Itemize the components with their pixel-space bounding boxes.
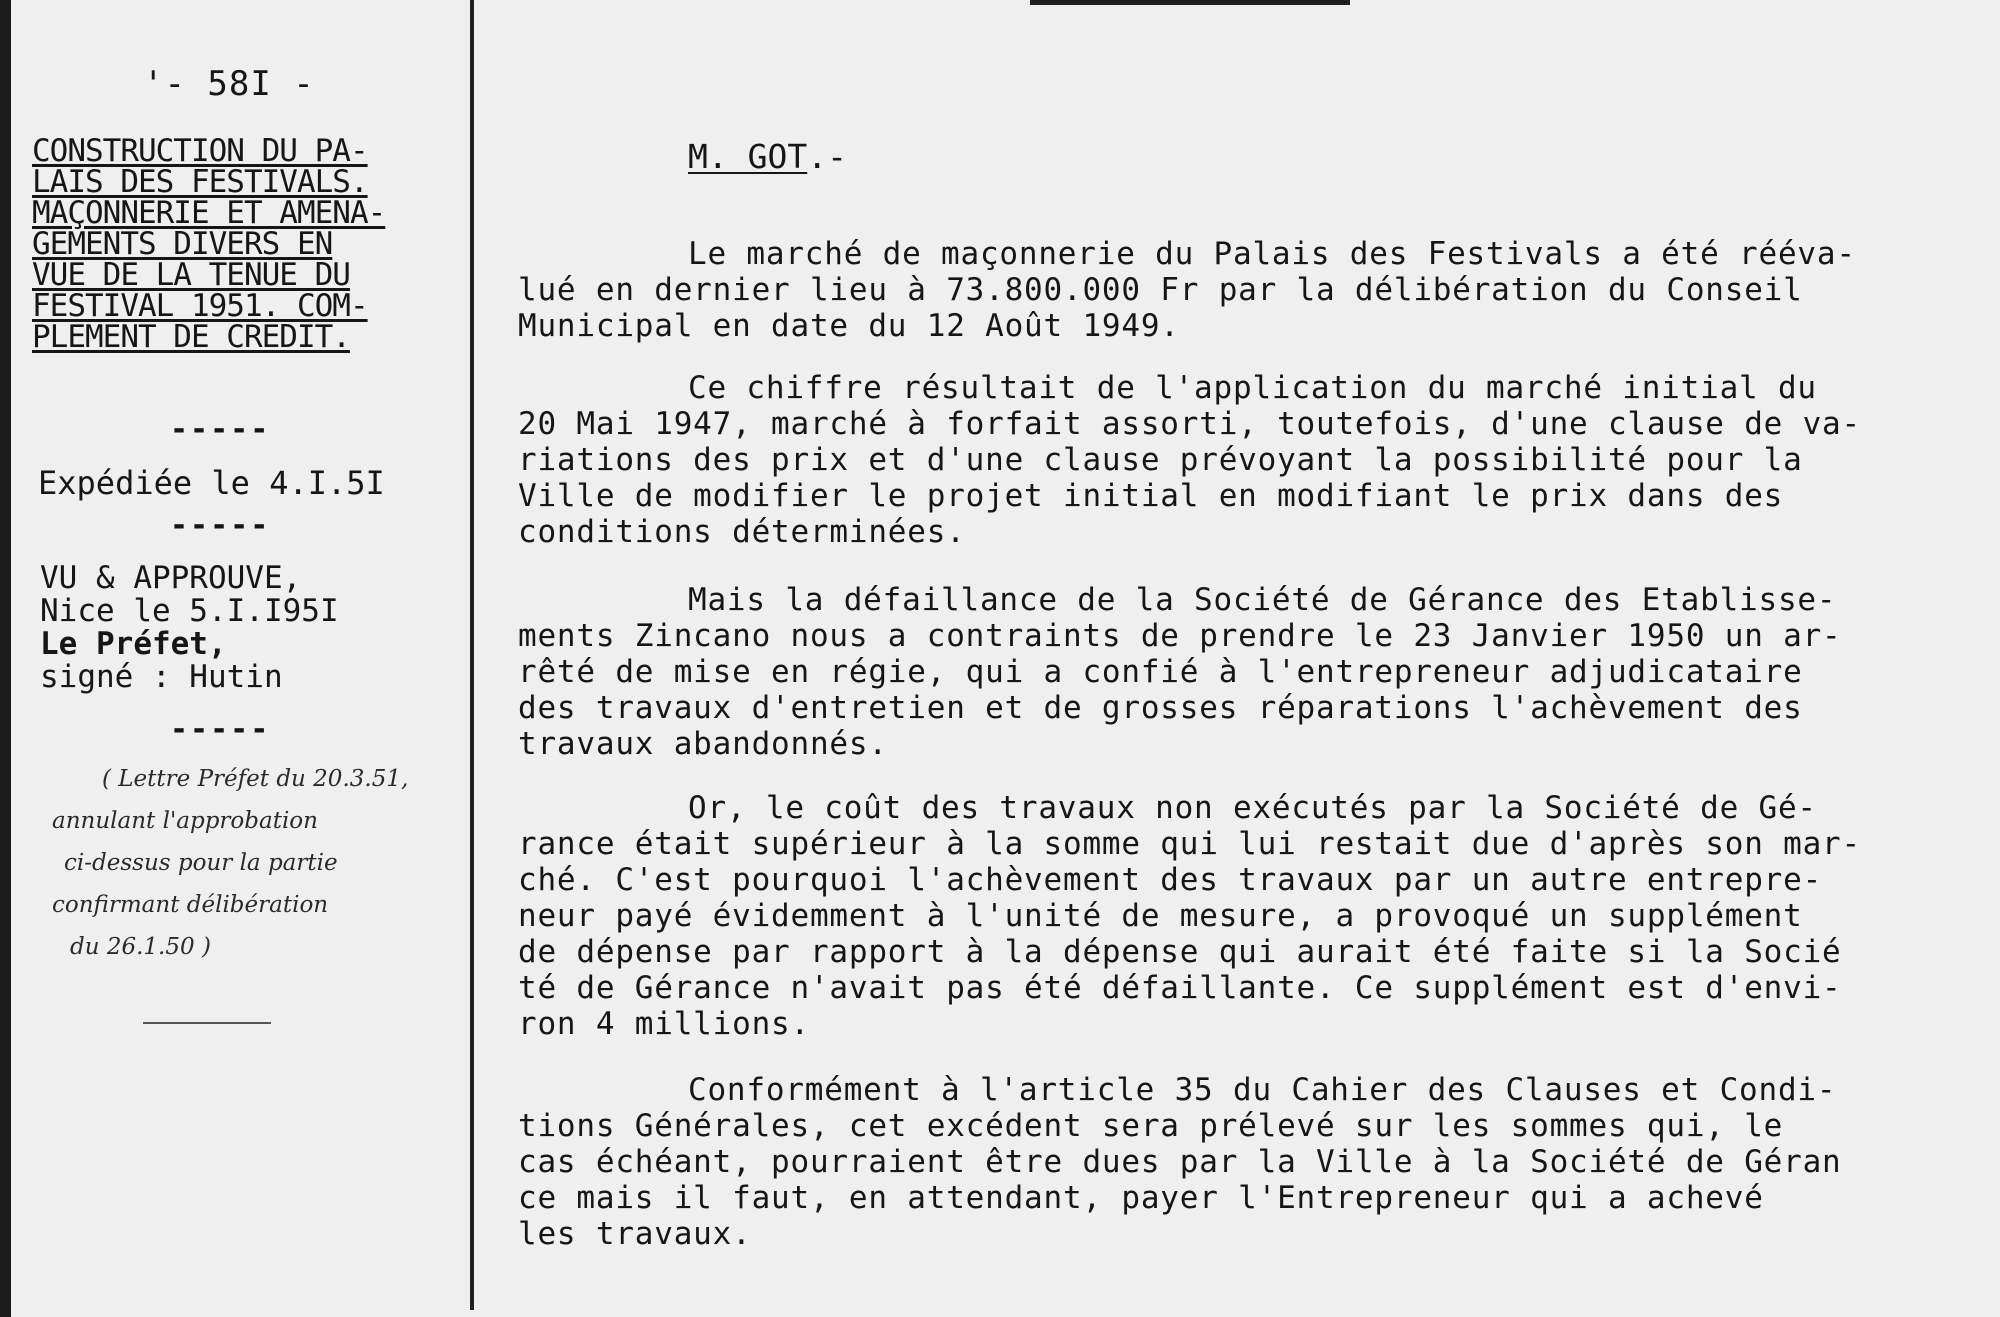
short-rule xyxy=(143,1022,271,1024)
handwritten-note xyxy=(52,758,408,968)
text-line: té de Gérance n'avait pas été défaillante. Ce supplément est d'envi- xyxy=(518,970,1842,1006)
speaker-name: M. GOT xyxy=(688,137,808,176)
handwritten-line: annulant l'approbation xyxy=(52,808,318,834)
text-line: Municipal en date du 12 Août 1949. xyxy=(518,308,1180,344)
handwritten-line: ( Lettre Préfet du 20.3.51, xyxy=(102,766,409,792)
handwritten-line: confirmant délibération xyxy=(52,892,329,918)
paragraph xyxy=(518,236,1988,344)
text-line: rance était supérieur à la somme qui lui restait due d'après son mar- xyxy=(518,826,1861,862)
text-line: Mais la défaillance de la Société de Gérance des Etablisse- xyxy=(688,582,1837,618)
subject-line: VUE DE LA TENUE DU xyxy=(32,257,350,293)
text-line: cas échéant, pourraient être dues par la Ville à la Société de Géran xyxy=(518,1144,1842,1180)
top-underline-mark xyxy=(1030,0,1350,5)
paragraph xyxy=(518,370,1988,550)
text-line: Ce chiffre résultait de l'application du marché initial du xyxy=(688,370,1817,406)
text-line: ce mais il faut, en attendant, payer l'Entrepreneur qui a achevé xyxy=(518,1180,1764,1216)
approval-line: Le Préfet, xyxy=(40,626,227,662)
text-line: les travaux. xyxy=(518,1216,752,1252)
sent-date: Expédiée le 4.I.5I xyxy=(38,464,385,502)
paragraph xyxy=(518,1072,1988,1252)
text-line: 20 Mai 1947, marché à forfait assorti, toutefois, d'une clause de va- xyxy=(518,406,1861,442)
approval-line: VU & APPROUVE, xyxy=(40,560,302,596)
text-line: tions Générales, cet excédent sera prélevé sur les sommes qui, le xyxy=(518,1108,1784,1144)
subject-line: CONSTRUCTION DU PA- xyxy=(32,133,368,169)
text-line: rêté de mise en régie, qui a confié à l'entrepreneur adjudicataire xyxy=(518,654,1803,690)
subject-line: GEMENTS DIVERS EN xyxy=(32,226,333,262)
text-line: Or, le coût des travaux non exécutés par la Société de Gé- xyxy=(688,790,1817,826)
text-line: riations des prix et d'une clause prévoyant la possibilité pour la xyxy=(518,442,1803,478)
page-number: '- 58I - xyxy=(143,64,315,104)
text-line: lué en dernier lieu à 73.800.000 Fr par la délibération du Conseil xyxy=(518,272,1803,308)
approval-line: signé : Hutin xyxy=(40,659,283,695)
subject-line: LAIS DES FESTIVALS. xyxy=(32,164,368,200)
subject-line: FESTIVAL 1951. COM- xyxy=(32,288,368,324)
separator: ----- xyxy=(170,508,271,543)
handwritten-line: ci-dessus pour la partie xyxy=(64,850,338,876)
text-line: travaux abandonnés. xyxy=(518,726,888,762)
text-line: Le marché de maçonnerie du Palais des Festivals a été rééva- xyxy=(688,236,1856,272)
scan-edge xyxy=(0,0,11,1317)
text-line: ché. C'est pourquoi l'achèvement des travaux par un autre entrepre- xyxy=(518,862,1823,898)
text-line: Conformément à l'article 35 du Cahier des Clauses et Condi- xyxy=(688,1072,1837,1108)
text-line: des travaux d'entretien et de grosses réparations l'achèvement des xyxy=(518,690,1803,726)
paragraph xyxy=(518,790,1988,1042)
speaker-heading xyxy=(688,137,847,176)
speaker-suffix: .- xyxy=(807,137,847,176)
paragraph xyxy=(518,582,1988,762)
subject-line: MAÇONNERIE ET AMENA- xyxy=(32,195,386,231)
handwritten-line: du 26.1.50 ) xyxy=(70,934,211,960)
text-line: de dépense par rapport à la dépense qui aurait été faite si la Socié xyxy=(518,934,1842,970)
separator: ----- xyxy=(170,712,271,747)
text-line: Ville de modifier le projet initial en modifiant le prix dans des xyxy=(518,478,1784,514)
text-line: ments Zincano nous a contraints de prendre le 23 Janvier 1950 un ar- xyxy=(518,618,1842,654)
subject-heading xyxy=(32,133,472,355)
approval-block xyxy=(40,562,339,694)
text-line: neur payé évidemment à l'unité de mesure, a provoqué un supplément xyxy=(518,898,1803,934)
subject-line: PLEMENT DE CREDIT. xyxy=(32,319,350,355)
approval-line: Nice le 5.I.I95I xyxy=(40,593,339,629)
text-line: ron 4 millions. xyxy=(518,1006,810,1042)
separator: ----- xyxy=(170,412,271,447)
text-line: conditions déterminées. xyxy=(518,514,966,550)
